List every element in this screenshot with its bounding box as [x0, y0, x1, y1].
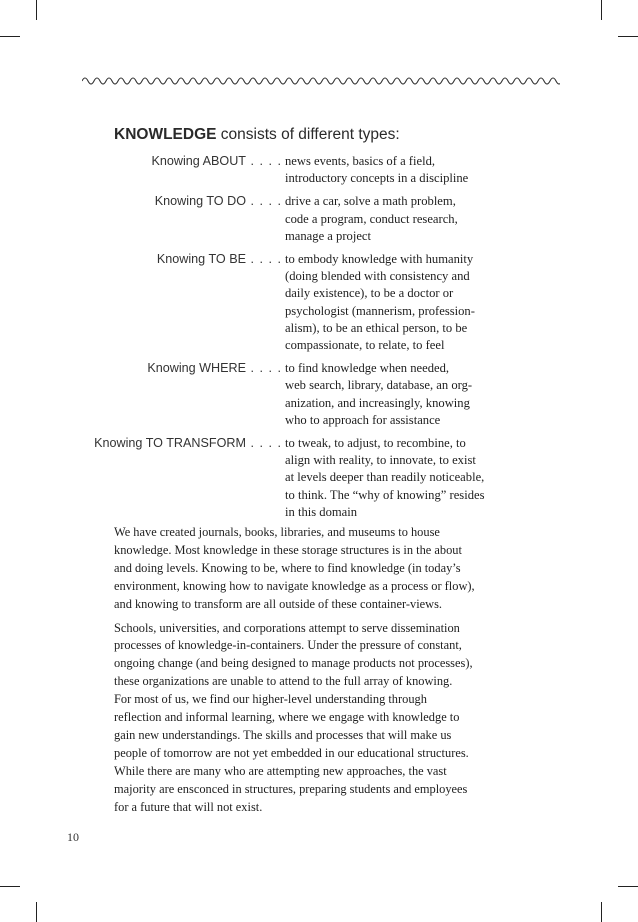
heading-rest: consists of different types: — [216, 126, 400, 143]
crop-mark-tl-h — [0, 36, 20, 37]
definition-item — [0, 193, 638, 245]
definition-item — [0, 251, 638, 354]
definition-item — [0, 360, 638, 429]
term-label: Knowing TO DO . . . . — [154, 194, 282, 209]
term-label: Knowing ABOUT . . . . — [151, 154, 282, 168]
definition-list — [0, 153, 638, 527]
section-heading — [114, 126, 400, 144]
page-number: 10 — [67, 830, 79, 844]
paragraph: We have created journals, books, libraries, and museums to house knowledge. Most knowledge in these storage structures is in the about and doing levels. Knowing to be, where to find knowledge (in today’s environment, knowing how to navigate knowledge as a process or flow), and knowing to transform are all outside of these container-views. — [114, 525, 475, 611]
term-description: to embody knowledge with humanity (doing blended with consistency and daily existence), to be a doctor or psychologist (mannerism, profession- alism), to be an ethical person, to be compassionate, to relate, to feel — [285, 252, 475, 353]
crop-mark-br-v — [601, 902, 602, 922]
term-description: to find knowledge when needed, web search, library, database, an org- anization, and increasingly, knowing who to approach for assistance — [285, 361, 473, 427]
term-label: Knowing TO BE . . . . — [156, 252, 282, 267]
body-text — [114, 524, 504, 823]
term-description: to tweak, to adjust, to recombine, to align with reality, to innovate, to exist at levels deeper than readily noticeable, to think. The “why of knowing” resides in this domain — [285, 436, 485, 519]
paragraph: Schools, universities, and corporations attempt to serve dissemination processes of knowledge-in-containers. Under the pressure of constant, ongoing change (and being designed to manage products not processes), these organizations are unable to attend to the full array of knowing. For most of us, we find our higher-level understanding through reflection and informal learning, where we engage with knowledge to gain new understandings. The skills and processes that will make us people of tomorrow are not yet embedded in our educational structures. While there are many who are attempting new approaches, the vast majority are ensconced in structures, preparing students and employees for a future that will not exist. — [114, 620, 473, 814]
term-label: Knowing WHERE . . . . — [147, 361, 282, 376]
crop-mark-tr-v — [601, 0, 602, 20]
term-description: news events, basics of a field, introductory concepts in a discipline — [285, 154, 469, 186]
crop-mark-tr-h — [618, 36, 638, 37]
term-description: drive a car, solve a math problem, code a program, conduct research, manage a project — [285, 194, 458, 243]
term-label: Knowing TO TRANSFORM . . . . — [94, 436, 282, 451]
definition-item — [0, 153, 638, 187]
crop-mark-tl-v — [36, 0, 37, 20]
crop-mark-br-h — [618, 886, 638, 887]
crop-mark-bl-v — [36, 902, 37, 922]
definition-item — [0, 435, 638, 521]
crop-mark-bl-h — [0, 886, 20, 887]
heading-bold: KNOWLEDGE — [114, 126, 217, 143]
wavy-divider — [82, 72, 560, 90]
